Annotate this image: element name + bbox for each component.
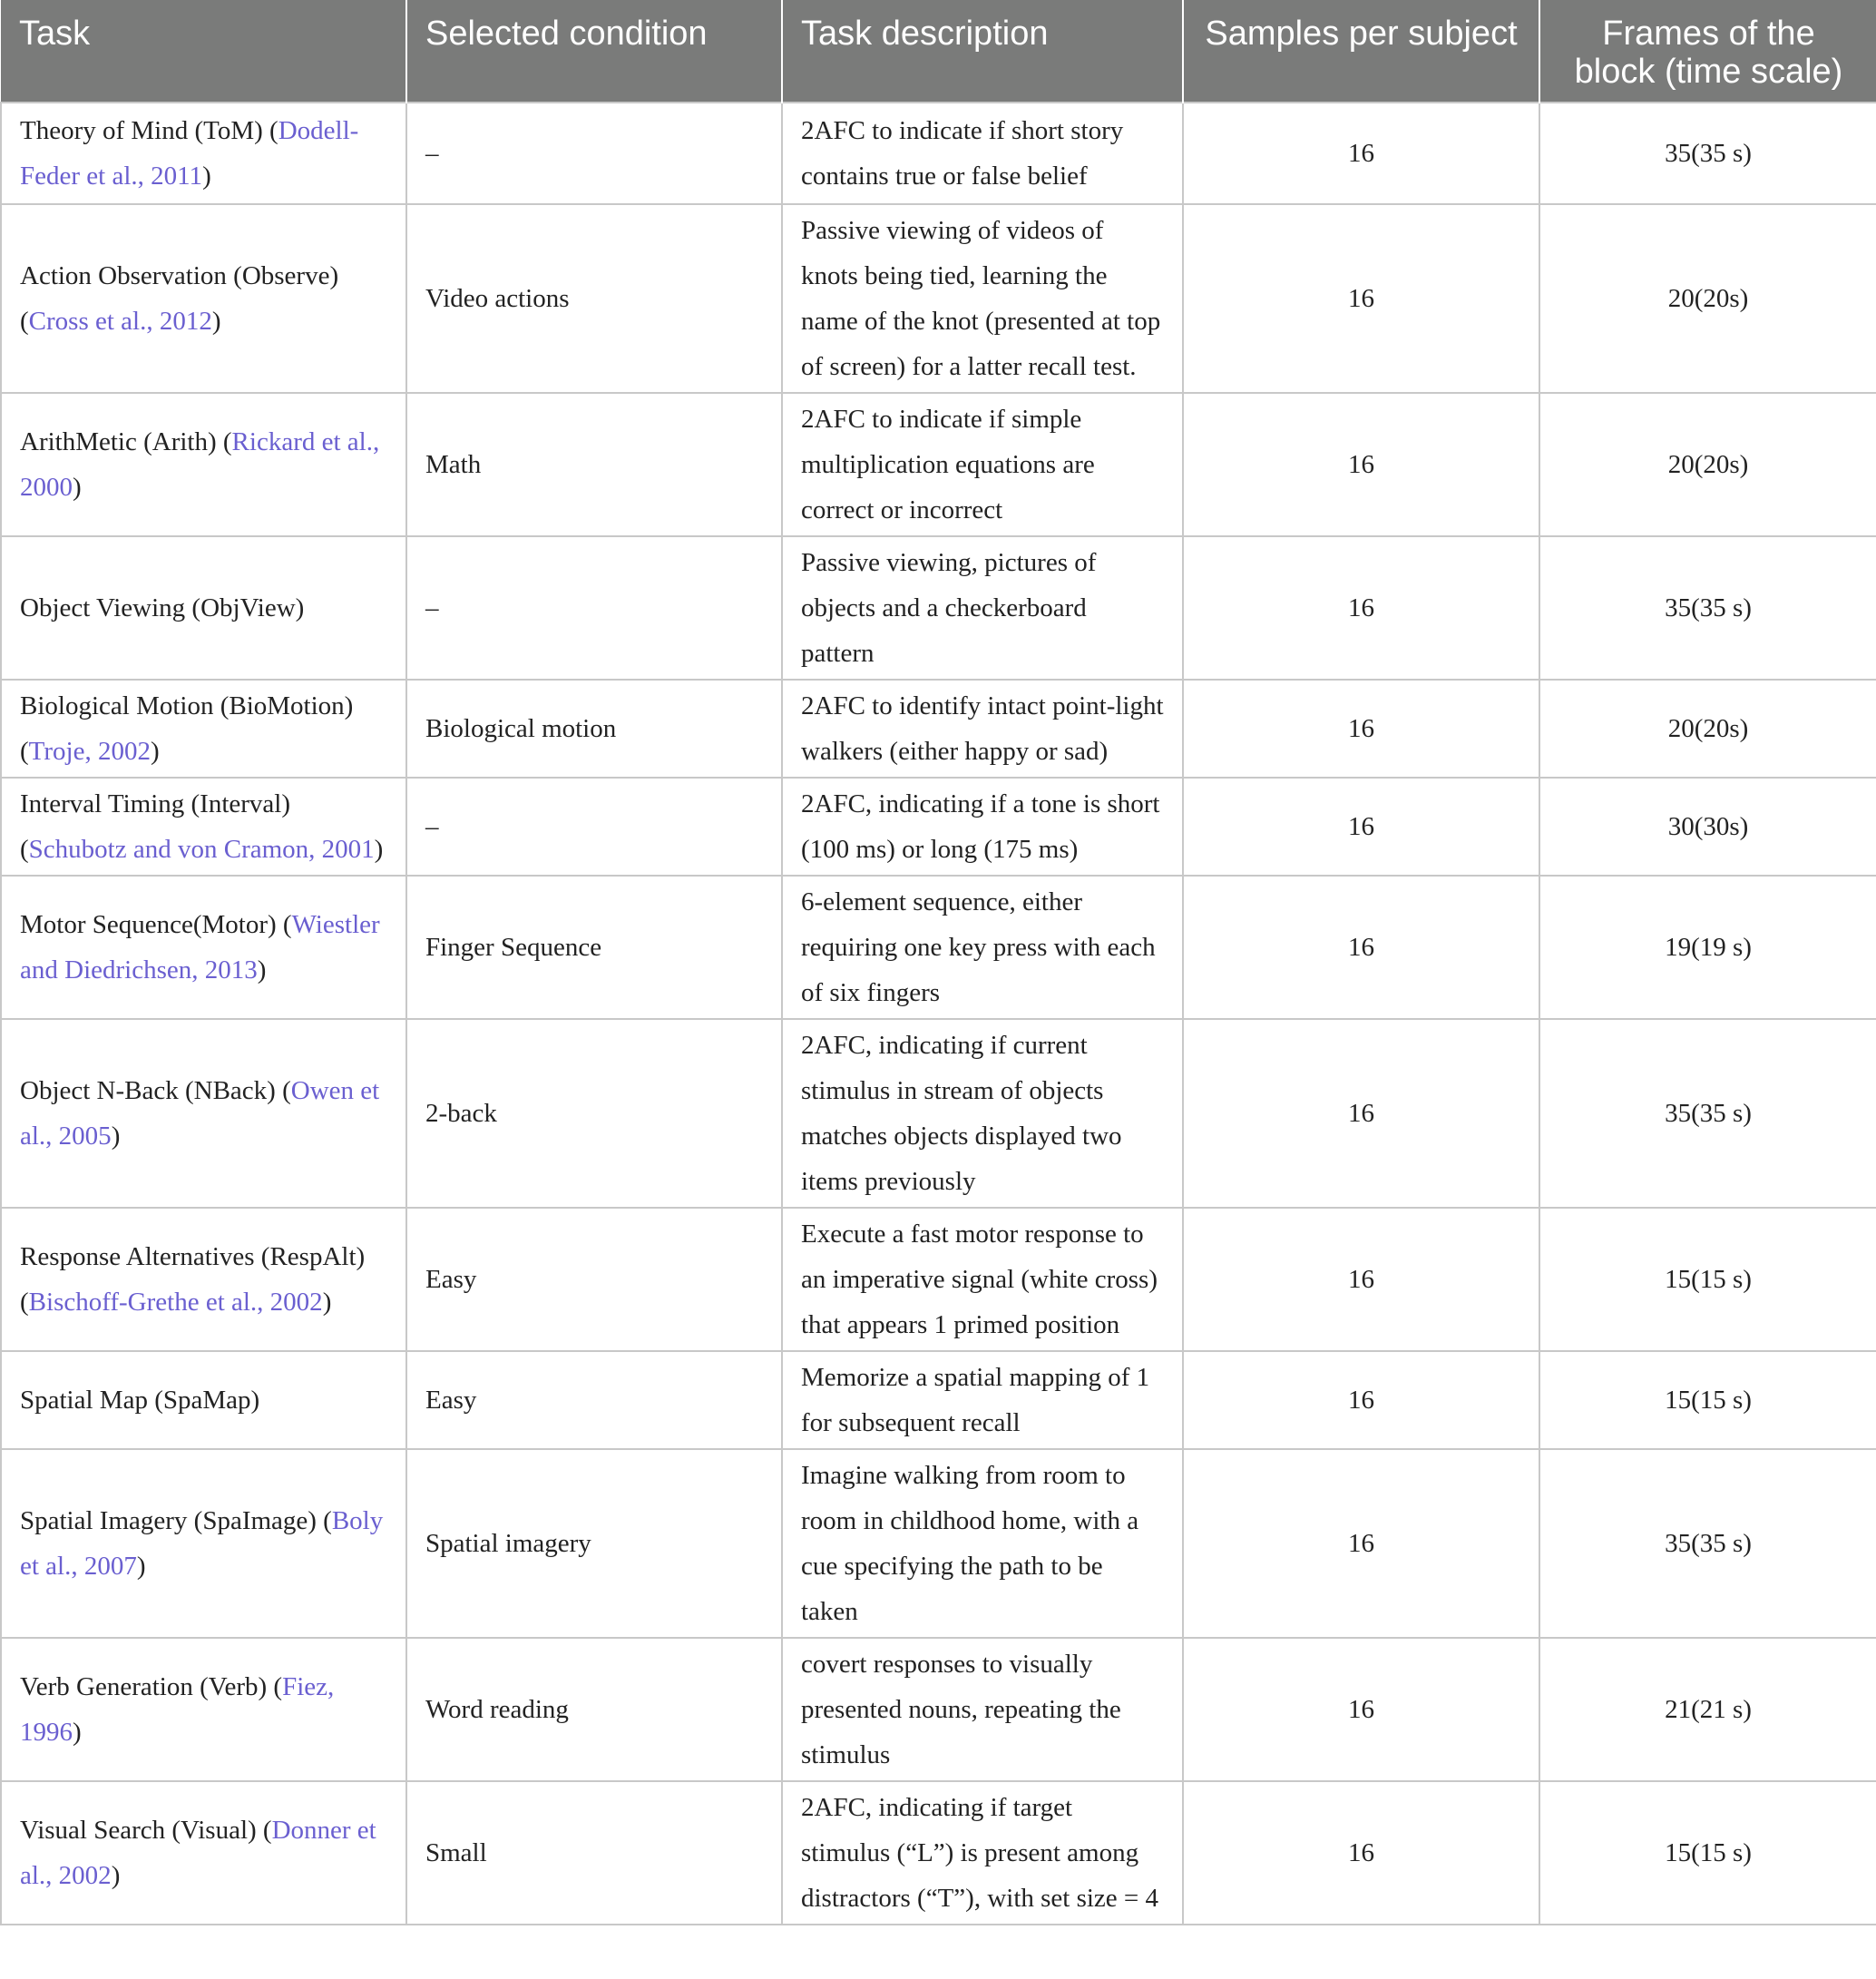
header-row: [1, 0, 1876, 103]
description-cell: Execute a fast motor response to an imperative signal (white cross) that appears 1 primed position: [782, 1208, 1183, 1351]
description-cell: Memorize a spatial mapping of 1 for subsequent recall: [782, 1351, 1183, 1449]
frames-cell: 15(15 s): [1539, 1351, 1876, 1449]
task-cell: [1, 204, 406, 393]
samples-cell: 16: [1183, 876, 1539, 1019]
task-suffix: ): [202, 162, 211, 191]
task-cell: [1, 103, 406, 204]
condition-cell: Easy: [406, 1208, 782, 1351]
samples-cell: 16: [1183, 1019, 1539, 1208]
table-row: [1, 1351, 1876, 1449]
table-row: [1, 393, 1876, 536]
task-suffix: ): [257, 955, 267, 985]
task-suffix: ): [111, 1861, 121, 1890]
task-suffix: ): [211, 307, 221, 336]
task-cell: [1, 680, 406, 778]
table-row: [1, 536, 1876, 680]
table-header: [1, 0, 1876, 103]
samples-cell: 16: [1183, 680, 1539, 778]
frames-cell: 35(35 s): [1539, 1019, 1876, 1208]
condition-cell: –: [406, 536, 782, 680]
samples-cell: 16: [1183, 1208, 1539, 1351]
task-name: Theory of Mind (ToM) (: [20, 116, 278, 145]
task-cell: [1, 1019, 406, 1208]
description-cell: 6-element sequence, either requiring one key press with each of six fingers: [782, 876, 1183, 1019]
task-cell: [1, 1351, 406, 1449]
reference-link[interactable]: Wiestler and Diedrichsen, 2013: [20, 910, 380, 985]
reference-link[interactable]: Schubotz and von Cramon, 2001: [28, 835, 375, 864]
description-cell: 2AFC to indicate if short story contains true or false belief: [782, 103, 1183, 204]
task-name: Response Alternatives (RespAlt) (: [20, 1242, 366, 1317]
task-name: Verb Generation (Verb) (: [20, 1672, 283, 1701]
reference-link[interactable]: Boly et al., 2007: [20, 1506, 384, 1581]
task-suffix: ): [111, 1122, 121, 1151]
header-task: Task: [19, 15, 91, 53]
condition-cell: Finger Sequence: [406, 876, 782, 1019]
condition-cell: Biological motion: [406, 680, 782, 778]
table-row: [1, 680, 1876, 778]
description-cell: covert responses to visually presented nouns, repeating the stimulus: [782, 1638, 1183, 1781]
samples-cell: 16: [1183, 204, 1539, 393]
task-name: Object N-Back (NBack) (: [20, 1076, 291, 1105]
description-cell: Passive viewing of videos of knots being tied, learning the name of the knot (presented at top of screen) for a latter recall test.: [782, 204, 1183, 393]
description-cell: Imagine walking from room to room in childhood home, with a cue specifying the path to be taken: [782, 1449, 1183, 1638]
task-name: Object Viewing (ObjView): [20, 593, 305, 622]
task-name: Motor Sequence(Motor) (: [20, 910, 292, 939]
samples-cell: 16: [1183, 536, 1539, 680]
condition-cell: –: [406, 778, 782, 876]
frames-cell: 19(19 s): [1539, 876, 1876, 1019]
samples-cell: 16: [1183, 1638, 1539, 1781]
reference-link[interactable]: Fiez, 1996: [20, 1672, 335, 1747]
frames-cell: 15(15 s): [1539, 1781, 1876, 1925]
header-description: Task description: [782, 0, 1183, 103]
task-cell: [1, 536, 406, 680]
frames-cell: 35(35 s): [1539, 536, 1876, 680]
condition-cell: 2-back: [406, 1019, 782, 1208]
frames-cell: 35(35 s): [1539, 103, 1876, 204]
table-row: [1, 1019, 1876, 1208]
description-cell: Passive viewing, pictures of objects and a checkerboard pattern: [782, 536, 1183, 680]
samples-cell: 16: [1183, 1351, 1539, 1449]
condition-cell: Spatial imagery: [406, 1449, 782, 1638]
task-name: Action Observation (Observe) (: [20, 261, 339, 336]
reference-link[interactable]: Cross et al., 2012: [28, 307, 212, 336]
task-cell: [1, 393, 406, 536]
task-name: Spatial Map (SpaMap): [20, 1386, 260, 1415]
samples-cell: 16: [1183, 393, 1539, 536]
task-cell: [1, 1208, 406, 1351]
task-cell: [1, 1781, 406, 1925]
table-row: [1, 1449, 1876, 1638]
description-cell: 2AFC, indicating if a tone is short (100 ms) or long (175 ms): [782, 778, 1183, 876]
reference-link[interactable]: Owen et al., 2005: [20, 1076, 380, 1151]
task-suffix: ): [322, 1288, 332, 1317]
description-cell: 2AFC to identify intact point-light walkers (either happy or sad): [782, 680, 1183, 778]
task-cell: [1, 1449, 406, 1638]
task-suffix: ): [150, 737, 160, 766]
samples-cell: 16: [1183, 778, 1539, 876]
header-condition: Selected condition: [406, 0, 782, 103]
reference-link[interactable]: Dodell-Feder et al., 2011: [20, 116, 359, 191]
description-cell: 2AFC to indicate if simple multiplication equations are correct or incorrect: [782, 393, 1183, 536]
task-name: Biological Motion (BioMotion) (: [20, 691, 354, 766]
task-cell: [1, 1638, 406, 1781]
frames-cell: 20(20s): [1539, 680, 1876, 778]
task-name: Spatial Imagery (SpaImage) (: [20, 1506, 332, 1535]
task-suffix: ): [136, 1552, 146, 1581]
task-suffix: ): [73, 473, 82, 502]
samples-cell: 16: [1183, 103, 1539, 204]
frames-cell: 21(21 s): [1539, 1638, 1876, 1781]
frames-cell: 30(30s): [1539, 778, 1876, 876]
description-cell: 2AFC, indicating if current stimulus in stream of objects matches objects displayed two items previously: [782, 1019, 1183, 1208]
samples-cell: 16: [1183, 1781, 1539, 1925]
task-cell: [1, 876, 406, 1019]
condition-cell: Easy: [406, 1351, 782, 1449]
condition-cell: Word reading: [406, 1638, 782, 1781]
condition-cell: Small: [406, 1781, 782, 1925]
task-suffix: ): [73, 1718, 82, 1747]
task-name: Visual Search (Visual) (: [20, 1816, 272, 1845]
task-name: Interval Timing (Interval) (: [20, 789, 291, 864]
condition-cell: Math: [406, 393, 782, 536]
table-row: [1, 1208, 1876, 1351]
task-suffix: ): [374, 835, 384, 864]
task-cell: [1, 778, 406, 876]
reference-link[interactable]: Troje, 2002: [28, 737, 151, 766]
frames-cell: 20(20s): [1539, 204, 1876, 393]
table-row: [1, 778, 1876, 876]
task-name: ArithMetic (Arith) (: [20, 427, 232, 456]
frames-cell: 20(20s): [1539, 393, 1876, 536]
frames-cell: 15(15 s): [1539, 1208, 1876, 1351]
condition-cell: Video actions: [406, 204, 782, 393]
table-row: [1, 876, 1876, 1019]
header-samples: Samples per subject: [1183, 0, 1539, 103]
description-cell: 2AFC, indicating if target stimulus (“L”) is present among distractors (“T”), with set size = 4: [782, 1781, 1183, 1925]
table-row: [1, 204, 1876, 393]
frames-cell: 35(35 s): [1539, 1449, 1876, 1638]
reference-link[interactable]: Rickard et al., 2000: [20, 427, 380, 502]
table-body: [1, 103, 1876, 1925]
reference-link[interactable]: Bischoff-Grethe et al., 2002: [28, 1288, 323, 1317]
table-row: [1, 1781, 1876, 1925]
header-frames: Frames of the block (time scale): [1539, 0, 1876, 103]
condition-cell: –: [406, 103, 782, 204]
table-row: [1, 1638, 1876, 1781]
table-row: [1, 103, 1876, 204]
reference-link[interactable]: Donner et al., 2002: [20, 1816, 376, 1890]
samples-cell: 16: [1183, 1449, 1539, 1638]
